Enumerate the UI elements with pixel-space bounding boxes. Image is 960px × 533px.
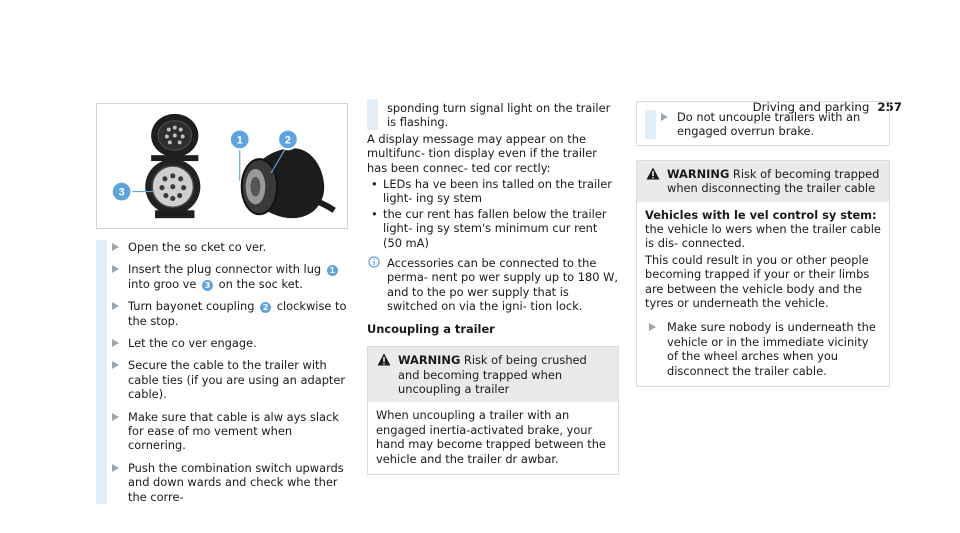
column-middle: [367, 101, 619, 475]
warning-box-crushed: WARNING Risk of being crushed and becoming trapped when uncoupling a trailer When uncoupling a trailer with an engaged inertia-activated brake, your hand may become trapped between the vehicle and the trailer dr awbar.: [367, 346, 619, 475]
column-right: [636, 101, 890, 387]
arrow-icon: [112, 243, 119, 251]
trapped-para: This could result in you or other people becoming trapped if your or their limbs are between the vehicle body and the tyres or underneath the vehicle.: [645, 252, 870, 311]
callout-badge-3: 3: [202, 280, 213, 291]
warning-icon: [377, 353, 391, 366]
arrow-icon: [112, 265, 119, 273]
arrow-icon: [661, 113, 668, 121]
conditions-list: [367, 177, 619, 250]
callout-1: [230, 130, 250, 150]
svg-text:1: 1: [236, 134, 243, 147]
plug-right: [242, 148, 335, 218]
step-make-sure-nobody: Make sure nobody is underneath the vehicle or in the immediate vicinity of the wheel arches when you disconnect the trailer cable.: [645, 320, 881, 378]
warning-icon: [646, 167, 660, 180]
callout-3: [112, 182, 132, 202]
arrow-icon: [112, 464, 119, 472]
warning-label: WARNING: [398, 353, 461, 368]
warning-label: WARNING: [667, 166, 730, 181]
section-title: Driving and parking: [752, 100, 870, 114]
callout-badge-2: 2: [260, 302, 271, 313]
step-check-switch: Push the combination switch upwards and down wards and check whe ther the corre-: [96, 461, 352, 504]
socket-left: [145, 114, 200, 218]
uncoupling-heading: Uncoupling a trailer: [367, 321, 495, 336]
arrow-icon: [112, 302, 119, 310]
step-secure-cable: Secure the cable to the trailer with cable ties (if you are using an adapter cable).: [96, 358, 352, 401]
callout-2: [278, 130, 298, 150]
overrun-brake-box: [636, 101, 890, 146]
arrow-icon: [112, 413, 119, 421]
step-turn-coupling: Turn bayonet coupling 2 clockwise to the stop.: [96, 299, 352, 328]
list-item: • the cur rent has fallen below the trailer light- ing sy stem's minimum cur rent (50 mA): [367, 207, 619, 250]
arrow-icon: [112, 361, 119, 369]
trailer-socket-image: [97, 104, 347, 228]
warning-box-trapped: WARNING Risk of becoming trapped when disconnecting the trailer cable Vehicles with le vel control sy stem: the vehicle lo wers when the trailer cable is dis- connected. This could result in you or other people becoming trapped if your or their limbs are between the vehicle body and the tyres or underneath the vehicle. Make sure nobody is underneath the vehicle or in the immediate vicinity of the wheel arches when you disconnect the trailer cable.: [636, 160, 890, 387]
page-number: 257: [877, 100, 902, 114]
svg-text:3: 3: [118, 186, 125, 199]
info-icon: [368, 256, 380, 268]
arrow-icon: [649, 323, 656, 331]
step-open-cover: Open the so cket co ver.: [96, 240, 352, 254]
callout-badge-1: 1: [327, 265, 338, 276]
step-insert-plug: Insert the plug connector with lug 1 into groo ve 3 on the soc ket.: [96, 262, 352, 291]
svg-text:2: 2: [284, 134, 291, 147]
step-cable-slack: Make sure that cable is alw ays slack for ease of mo vement when cornering.: [96, 410, 352, 453]
list-item: • LEDs ha ve been ins talled on the trailer light- ing sy stem: [367, 177, 619, 206]
socket-illustration: [96, 103, 348, 229]
step-do-not-uncouple: Do not uncouple trailers with an engaged overrun brake.: [645, 110, 881, 139]
step-continuation: sponding turn signal light on the trailer is flashing.: [367, 101, 619, 130]
step-cover-engage: Let the co ver engage.: [96, 336, 352, 350]
level-control-para: Vehicles with le vel control sy stem: the vehicle lo wers when the trailer cable is dis- connected.: [645, 207, 881, 251]
column-left: [96, 240, 352, 512]
display-message-para: A display message may appear on the multifunc- tion display even if the trailer has been connec- ted cor rectly:: [367, 131, 597, 175]
accessories-note: Accessories can be connected to the perma- nent po wer supply up to 180 W, and to the po wer supply that is switched on via the igni- tion lock.: [367, 256, 619, 314]
arrow-icon: [112, 339, 119, 347]
